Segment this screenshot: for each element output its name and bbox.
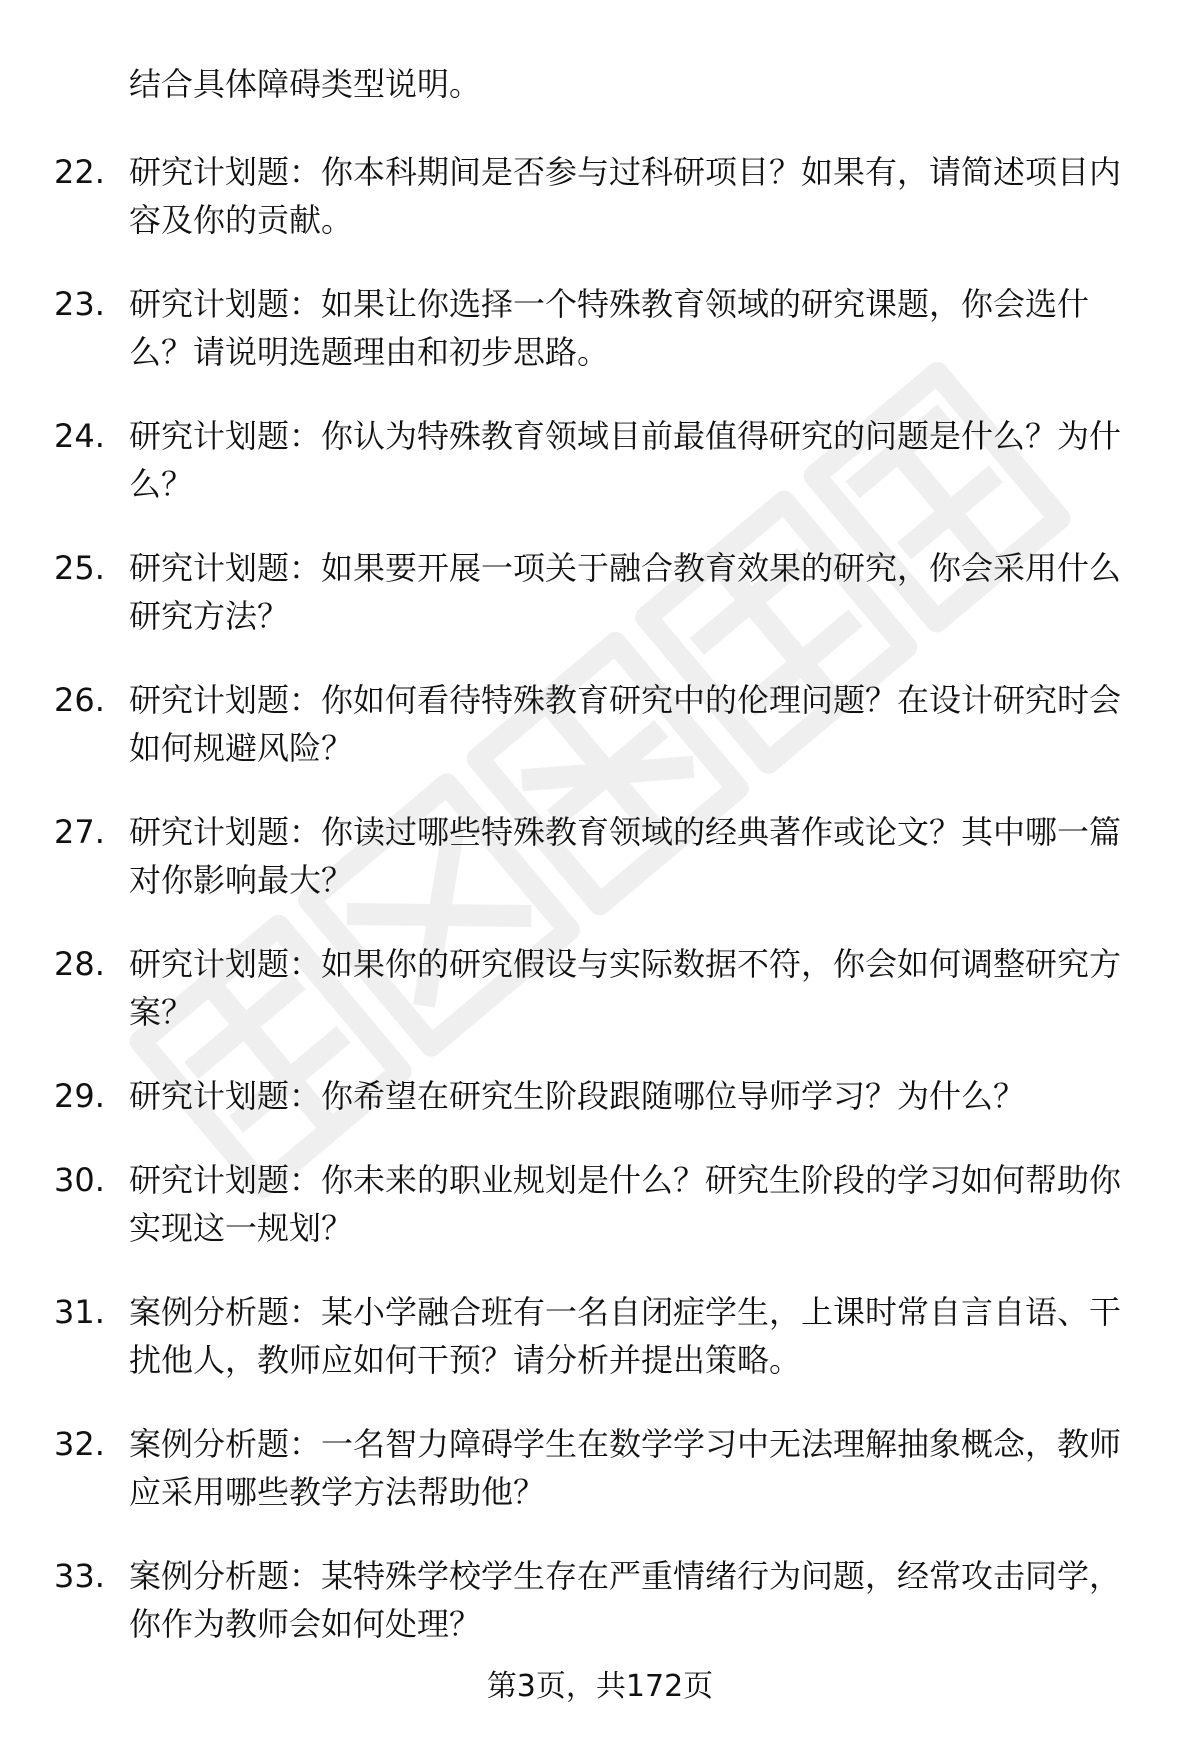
question-number: 32.: [54, 1425, 105, 1463]
question-item-30: [0, 1156, 1200, 1288]
question-item-29: [0, 1072, 1200, 1156]
question-text: 研究计划题：你本科期间是否参与过科研项目？如果有，请简述项目内容及你的贡献。: [129, 153, 1122, 239]
question-number: 31.: [54, 1293, 105, 1331]
question-number: 27.: [54, 813, 105, 851]
question-item-33: [0, 1552, 1200, 1684]
question-number: 28.: [54, 945, 105, 983]
question-number: 22.: [54, 153, 105, 191]
question-number: 33.: [54, 1557, 105, 1595]
question-number: 23.: [54, 285, 105, 323]
question-text: 案例分析题：一名智力障碍学生在数学学习中无法理解抽象概念，教师应采用哪些教学方法帮助他？: [129, 1425, 1122, 1511]
question-item-25: [0, 544, 1200, 676]
question-number: 30.: [54, 1161, 105, 1199]
question-number: 24.: [54, 417, 105, 455]
question-number: 29.: [54, 1077, 105, 1115]
question-item-28: [0, 940, 1200, 1072]
question-item-31: [0, 1288, 1200, 1420]
question-text: 案例分析题：某小学融合班有一名自闭症学生，上课时常自言自语、干扰他人，教师应如何干预？请分析并提出策略。: [129, 1293, 1122, 1379]
question-text: 研究计划题：你如何看待特殊教育研究中的伦理问题？在设计研究时会如何规避风险？: [129, 681, 1122, 767]
question-text: 研究计划题：如果要开展一项关于融合教育效果的研究，你会采用什么研究方法？: [129, 549, 1122, 635]
question-item-24: [0, 412, 1200, 544]
question-text: 案例分析题：某特殊学校学生存在严重情绪行为问题，经常攻击同学，你作为教师会如何处理？: [129, 1557, 1122, 1643]
question-text: 研究计划题：你未来的职业规划是什么？研究生阶段的学习如何帮助你实现这一规划？: [129, 1161, 1122, 1247]
question-text: 研究计划题：你读过哪些特殊教育领域的经典著作或论文？其中哪一篇对你影响最大？: [129, 813, 1122, 899]
question-number: 26.: [54, 681, 105, 719]
question-item-27: [0, 808, 1200, 940]
continuation-text: 结合具体障碍类型说明。: [129, 65, 482, 103]
question-text: 研究计划题：如果让你选择一个特殊教育领域的研究课题，你会选什么？请说明选题理由和初步思路。: [129, 285, 1090, 371]
question-item-22: [0, 148, 1200, 280]
question-text: 研究计划题：你认为特殊教育领域目前最值得研究的问题是什么？为什么？: [129, 417, 1122, 503]
question-number: 25.: [54, 549, 105, 587]
question-item-32: [0, 1420, 1200, 1552]
question-item-26: [0, 676, 1200, 808]
question-list: [0, 148, 1200, 1684]
page-footer: 第3页，共172页: [486, 1669, 714, 1704]
question-text: 研究计划题：你希望在研究生阶段跟随哪位导师学习？为什么？: [129, 1077, 1026, 1115]
question-item-23: [0, 280, 1200, 412]
question-text: 研究计划题：如果你的研究假设与实际数据不符，你会如何调整研究方案？: [129, 945, 1122, 1031]
